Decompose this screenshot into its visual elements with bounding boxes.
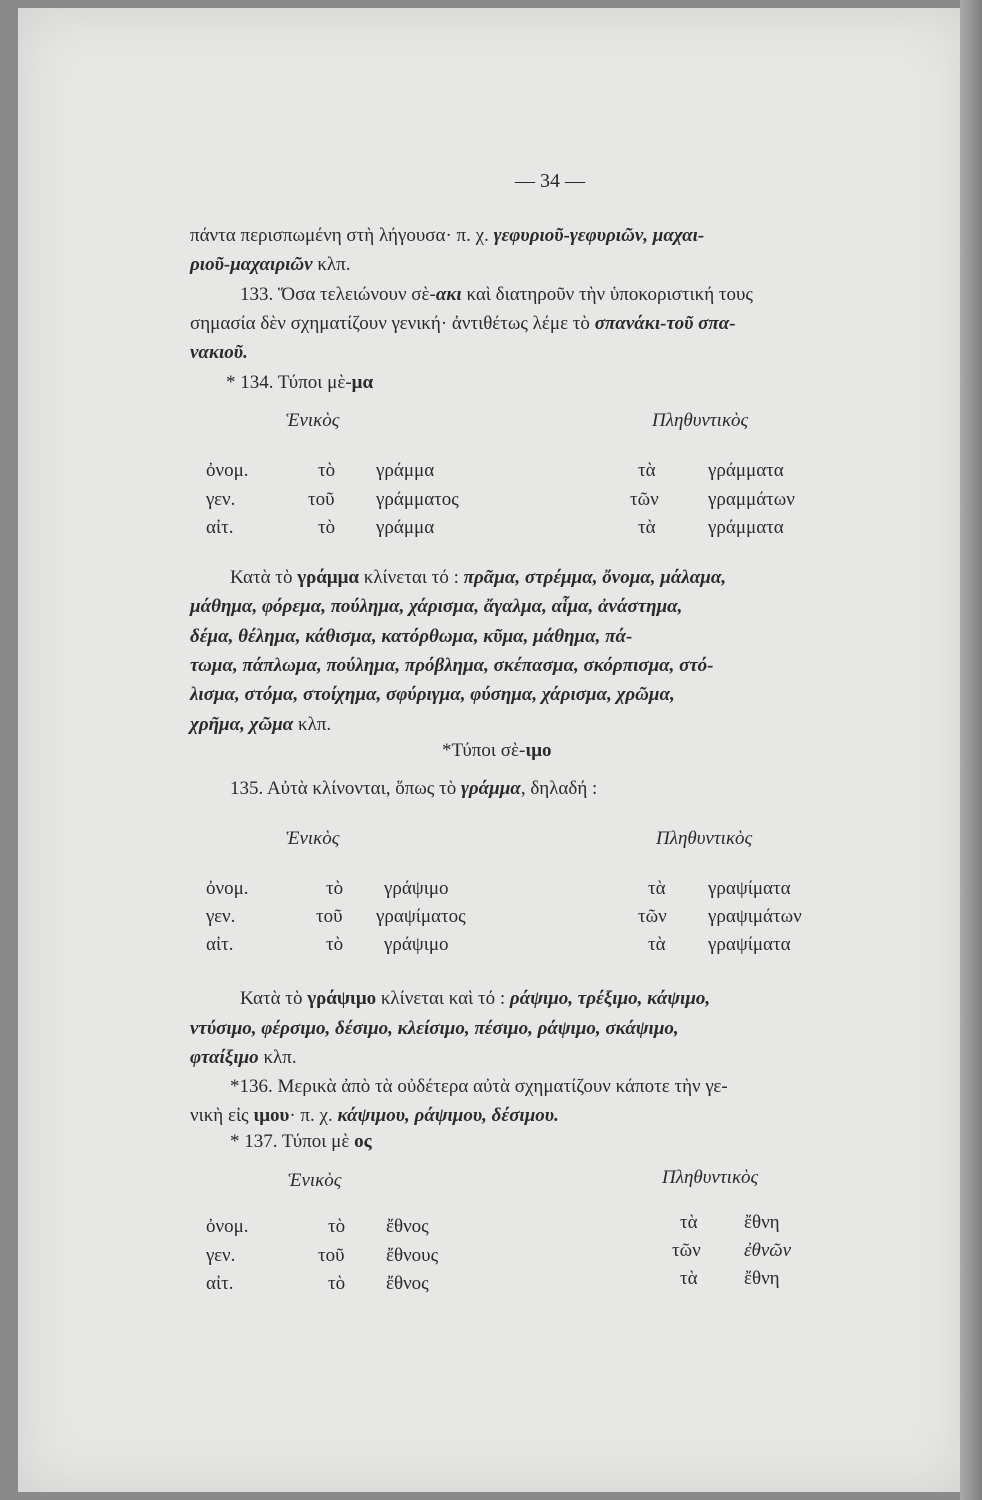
- table1-row-0-noun-p: γράμματα: [708, 460, 784, 481]
- p135-rest: , δηλαδή :: [520, 778, 598, 799]
- table2-row-2-noun-p: γραψίματα: [708, 934, 791, 955]
- table1-head-plural: Πληθυντικὸς: [652, 410, 749, 431]
- table3-row-2-art-s: τὸ: [328, 1273, 346, 1294]
- p133-line-2-bold: σπανάκι-τοῦ σπα-: [594, 313, 736, 334]
- types-simo-label: [442, 738, 551, 764]
- table1-row-0-case: ὀνομ.: [206, 460, 249, 481]
- p133-line-1-bold: ακι: [435, 284, 462, 305]
- table1-row-0-art-p: τὰ: [638, 460, 656, 481]
- table2-head-singular: Ἑνικὸς: [286, 828, 340, 849]
- list1-line-1-italic: πρᾶμα, στρέμμα, ὄνομα, μάλαμα,: [463, 567, 727, 588]
- table3-row-0-case: ὀνομ.: [206, 1216, 249, 1237]
- p134-label-bold: μα: [351, 372, 374, 393]
- list1-line-4: τωμα, πάπλωμα, πούλημα, πρόβλημα, σκέπασμα, σκόρπισμα, στό-: [190, 655, 714, 676]
- list1-line-6-italic: χρῆμα, χῶμα: [190, 714, 294, 735]
- list2-line-2: ντύσιμο, φέρσιμο, δέσιμο, κλείσιμο, πέσιμο, ράψιμο, σκάψιμο,: [190, 1018, 679, 1039]
- page-edge-shadow: [960, 0, 982, 1500]
- table1-head-singular: Ἑνικὸς: [286, 410, 340, 431]
- table2-row-1-noun-p: γραψιμάτων: [708, 906, 802, 927]
- table3-row-1-noun-p: ἐθνῶν: [744, 1240, 792, 1261]
- table1-row-2-noun-p: γράμματα: [708, 517, 784, 538]
- p133-line-2-text: σημασία δὲν σχηματίζουν γενική· ἀντιθέτως λέμε τὸ: [190, 313, 595, 334]
- table2-row-0-case: ὀνομ.: [206, 878, 249, 899]
- table2-row-1-art-p: τῶν: [638, 906, 667, 927]
- p136-line-2-text: νικὴ εἰς: [190, 1105, 254, 1126]
- types-simo-label-text: *Τύποι σὲ-: [442, 740, 526, 761]
- table3-head-plural: Πληθυντικὸς: [662, 1167, 759, 1188]
- table2-row-2-case: αἰτ.: [206, 934, 234, 955]
- p134-label-text: * 134. Τύποι μὲ-: [226, 372, 352, 393]
- p136-line-2-bold: ιμου: [253, 1105, 290, 1126]
- table1-row-1-noun-s: γράμματος: [376, 489, 459, 510]
- table1-row-1-case: γεν.: [206, 489, 236, 510]
- p136-line-2-italic: κάψιμου, ράψιμου, δέσιμου.: [337, 1105, 559, 1126]
- list2-line-1-boldword: γράψιμο: [307, 988, 377, 1009]
- table1-row-0-noun-s: γράμμα: [376, 460, 435, 481]
- list1-line-5: λισμα, στόμα, στοίχημα, σφύριγμα, φύσημα, χάρισμα, χρῶμα,: [190, 684, 675, 705]
- p135-italic: γράμμα: [460, 778, 521, 799]
- table1-row-0-art-s: τὸ: [318, 460, 336, 481]
- table1-row-1-noun-p: γραμμάτων: [708, 489, 795, 510]
- intro-line-1-bold: γεφυριοῦ-γεφυριῶν, μαχαι-: [493, 225, 705, 246]
- list1-line-1-boldword: γράμμα: [297, 567, 360, 588]
- list2-line-3-italic: φταίξιμο: [190, 1047, 259, 1068]
- table3-row-2-case: αἰτ.: [206, 1273, 234, 1294]
- p133-line-1: [240, 282, 753, 308]
- table2-row-1-art-s: τοῦ: [316, 906, 343, 927]
- p135-line: [230, 776, 597, 802]
- intro-line-2: [190, 252, 350, 278]
- page-number: — 34 —: [515, 170, 585, 192]
- p133-line-3: [190, 340, 248, 366]
- p133-line-1-rest: καὶ διατηροῦν τὴν ὑποκοριστική τους: [461, 284, 753, 305]
- table3-row-1-noun-s: ἔθνους: [386, 1245, 439, 1266]
- table2-row-1-noun-s: γραψίματος: [376, 906, 466, 927]
- table2-row-2-noun-s: γράψιμο: [384, 934, 449, 955]
- p136-line-2-mid: · π. χ.: [289, 1105, 338, 1126]
- list1-line-2: μάθημα, φόρεμα, πούλημα, χάρισμα, ἄγαλμα, αἷμα, ἀνάστημα,: [190, 596, 683, 617]
- list2-line-3: [190, 1045, 297, 1071]
- types-simo-label-bold: ιμο: [525, 740, 552, 761]
- table3-row-1-art-p: τῶν: [672, 1240, 701, 1261]
- table1-row-1-art-s: τοῦ: [308, 489, 335, 510]
- table1-row-2-art-p: τὰ: [638, 517, 656, 538]
- table3-row-0-noun-p: ἔθνη: [744, 1212, 780, 1233]
- list2-line-1-mid: κλίνεται καὶ τό :: [376, 988, 510, 1009]
- table3-row-2-art-p: τὰ: [680, 1268, 698, 1289]
- p137-label-text: * 137. Τύποι μὲ: [230, 1131, 355, 1152]
- list2-line-3-text: κλπ.: [258, 1047, 297, 1068]
- p135-text: 135. Αὐτὰ κλίνονται, ὅπως τὸ: [230, 778, 461, 799]
- table2-row-0-art-s: τὸ: [326, 878, 344, 899]
- table3-row-0-art-s: τὸ: [328, 1216, 346, 1237]
- list2-line-1-italic: ράψιμο, τρέξιμο, κάψιμο,: [509, 988, 711, 1009]
- p133-line-2: [190, 311, 736, 337]
- p137-label: [230, 1129, 372, 1155]
- p136-line-1: *136. Μερικὰ ἀπὸ τὰ οὐδέτερα αὐτὰ σχηματίζουν κάποτε τὴν γε-: [230, 1076, 728, 1097]
- p136-line-2: [190, 1103, 559, 1129]
- list2-line-1: [240, 986, 710, 1012]
- list1-line-1-mid: κλίνεται τό :: [359, 567, 464, 588]
- list1-line-3: δέμα, θέλημα, κάθισμα, κατόρθωμα, κῦμα, μάθημα, πά-: [190, 626, 633, 647]
- intro-line-2-text: κλπ.: [312, 254, 351, 275]
- list2-line-1-text: Κατὰ τὸ: [240, 988, 308, 1009]
- p133-line-3-bold: νακιοῦ.: [190, 342, 248, 363]
- table3-row-1-art-s: τοῦ: [318, 1245, 345, 1266]
- table1-row-2-noun-s: γράμμα: [376, 517, 435, 538]
- table1-row-1-art-p: τῶν: [630, 489, 659, 510]
- list1-line-1: [230, 565, 726, 591]
- table2-row-1-case: γεν.: [206, 906, 236, 927]
- list1-line-6: [190, 712, 331, 738]
- table1-row-2-art-s: τὸ: [318, 517, 336, 538]
- table1-row-2-case: αἰτ.: [206, 517, 234, 538]
- table2-head-plural: Πληθυντικὸς: [656, 828, 753, 849]
- table3-head-singular: Ἑνικὸς: [288, 1170, 342, 1191]
- p133-line-1-text: 133. Ὅσα τελειώνουν σὲ-: [240, 284, 436, 305]
- intro-line-1: [190, 223, 704, 249]
- table3-row-0-noun-s: ἔθνος: [386, 1216, 429, 1237]
- table3-row-1-case: γεν.: [206, 1245, 236, 1266]
- intro-line-2-bold: ριοῦ-μαχαιριῶν: [190, 254, 313, 275]
- table2-row-0-art-p: τὰ: [648, 878, 666, 899]
- table3-row-2-noun-s: ἔθνος: [386, 1273, 429, 1294]
- table2-row-0-noun-s: γράψιμο: [384, 878, 449, 899]
- p137-label-bold: ος: [354, 1131, 372, 1152]
- table2-row-2-art-p: τὰ: [648, 934, 666, 955]
- list1-line-6-text: κλπ.: [293, 714, 332, 735]
- intro-line-1-text: πάντα περισπωμένη στὴ λήγουσα· π. χ.: [190, 225, 494, 246]
- list1-line-1-text: Κατὰ τὸ: [230, 567, 298, 588]
- table2-row-2-art-s: τὸ: [326, 934, 344, 955]
- table2-row-0-noun-p: γραψίματα: [708, 878, 791, 899]
- table3-row-0-art-p: τὰ: [680, 1212, 698, 1233]
- table3-row-2-noun-p: ἔθνη: [744, 1268, 780, 1289]
- p134-label: [226, 370, 373, 396]
